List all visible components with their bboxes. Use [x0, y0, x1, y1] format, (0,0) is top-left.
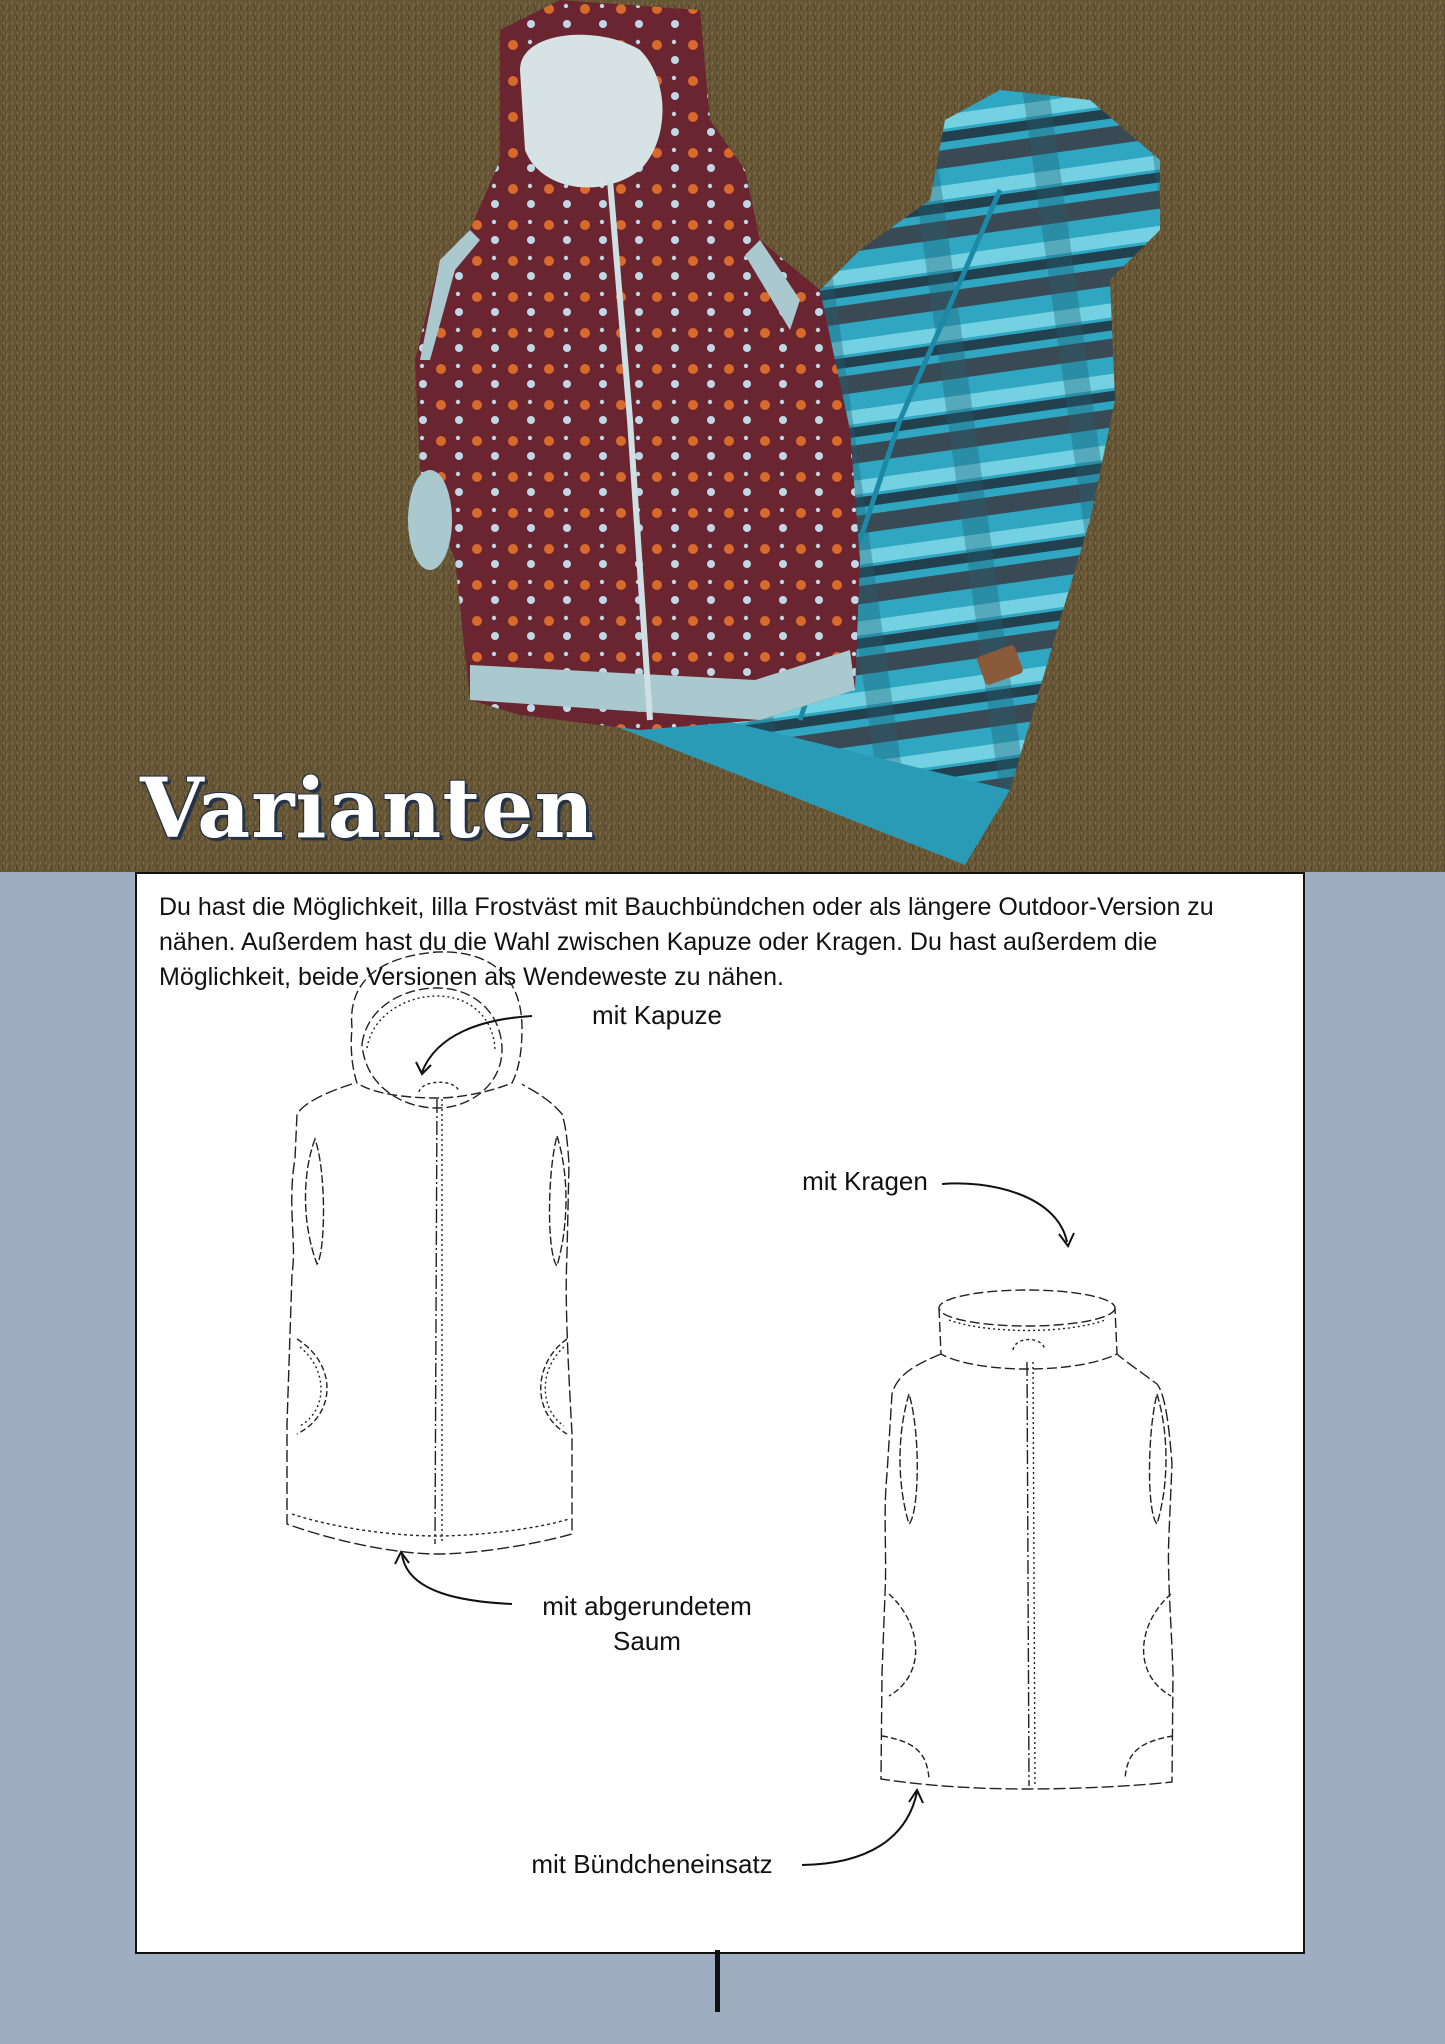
intro-text: Du hast die Möglichkeit, lilla Frostväst mit Bauchbündchen oder als längere Outdoor-Version zu nähen. Außerdem hast du die Wahl zwischen Kapuze oder Kragen. Du hast außerdem die Möglichkeit, beide Versionen als Wendeweste zu nähen. — [159, 893, 1214, 991]
hero-photo — [0, 0, 1445, 872]
page-number — [0, 0, 1, 1]
content-card — [135, 872, 1305, 1954]
hooded-vest-drawing — [287, 952, 572, 1554]
label-rounded-hem-2: Saum — [613, 1626, 681, 1656]
label-hood: mit Kapuze — [591, 1000, 723, 1030]
collar-vest-drawing — [881, 1290, 1173, 1789]
annotation-arrows — [395, 1016, 1074, 1865]
label-collar: mit Kragen — [802, 1166, 928, 1196]
arrow-hood-icon — [422, 1016, 532, 1072]
arrow-cuff-icon — [802, 1792, 917, 1865]
arrow-hem-icon — [402, 1554, 512, 1604]
label-cuff-insert: mit Bündcheneinsatz — [531, 1849, 773, 1879]
technical-drawings — [137, 874, 1307, 1956]
page-title: Varianten — [140, 761, 595, 857]
arrow-collar-icon — [942, 1183, 1067, 1242]
label-rounded-hem-1: mit abgerundetem — [542, 1591, 752, 1621]
page-number-mark — [714, 1950, 722, 2012]
